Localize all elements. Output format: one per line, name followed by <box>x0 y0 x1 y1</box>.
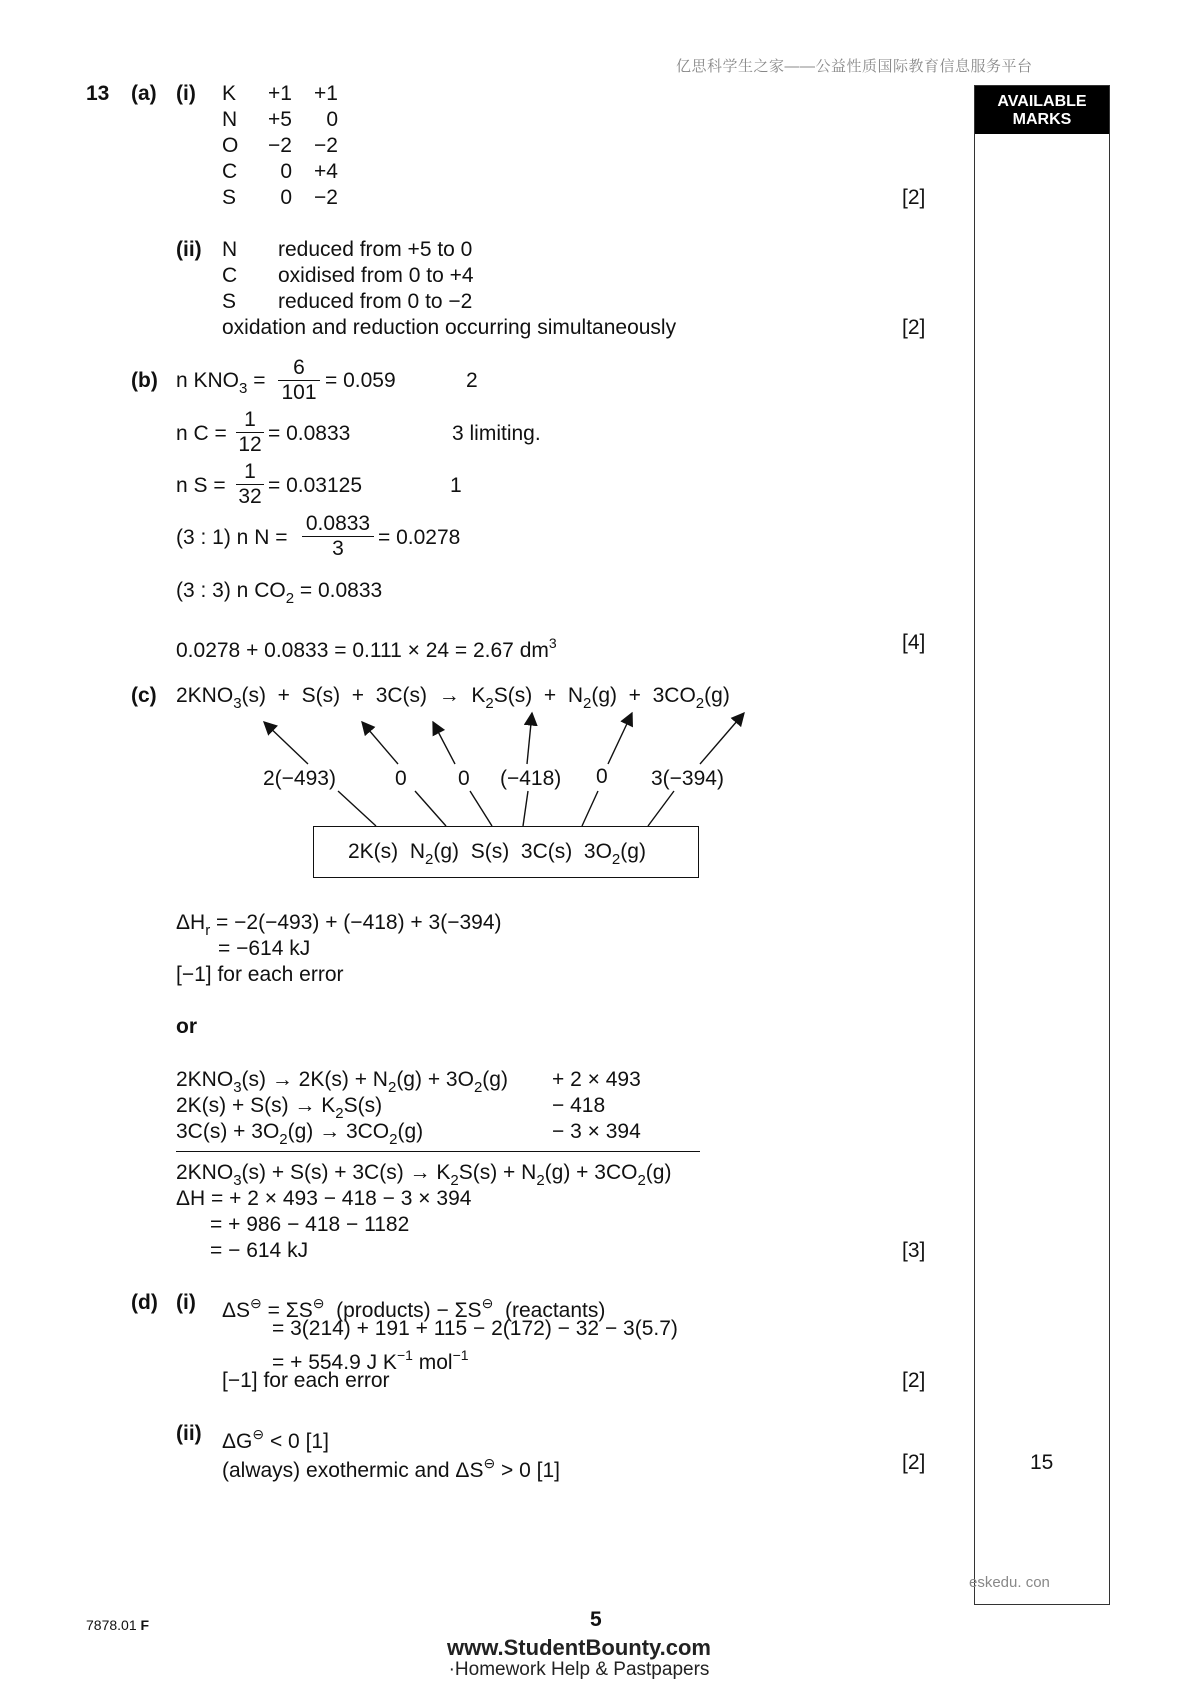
gibbs-line-1: ΔG⊖ < 0 [1] <box>222 1426 329 1453</box>
kno3-fraction: $\frac{6}{101}$ <box>278 356 320 405</box>
gibbs-line-2: (always) exothermic and ΔS⊖ > 0 [1] <box>222 1455 561 1482</box>
redox-element: C <box>222 264 238 287</box>
alt-equation-1: $2KNO_3(s) \to 2K(s) + N_2(g) + 3O_2(g)$ <box>176 1068 508 1096</box>
redox-element: S <box>222 290 237 313</box>
c-fraction: $\frac{1}{12}$ <box>236 408 264 457</box>
entropy-line-3: = + 554.9 J $K^{-1}$ mol$^{-1}$ <box>272 1347 469 1374</box>
oxidation-after: −2 <box>314 134 338 157</box>
entropy-line-2: = 3(214) + 191 + 115 − 2(172) − 32 − 3(5.7) <box>272 1317 678 1340</box>
part-d-i-label: (i) <box>176 1291 196 1314</box>
hess-value-n2: 0 <box>596 765 608 788</box>
part-a-label: (a) <box>131 82 157 105</box>
n-value: = 0.0278 <box>378 526 461 549</box>
marks-d-i: [2] <box>902 1369 926 1392</box>
studentbounty-logo: www.StudentBounty.com ·Homework Help & Pastpapers <box>447 1635 711 1680</box>
overall-equation: $2KNO_3(s) + S(s) + 3C(s) \to K_2S(s) + N_2(g) + 3CO_2(g)$ <box>176 684 730 712</box>
alt-equation-3: $3C(s) + 3O_2(g) \to 3CO_2(g)$ <box>176 1120 424 1148</box>
elements-box-content: 2K(s) $N_2(g)$ S(s) 3C(s) $3O_2(g)$ <box>348 840 646 868</box>
oxidation-before: −2 <box>268 134 292 157</box>
oxidation-element: S <box>222 186 237 209</box>
alternative-label: or <box>176 1015 197 1038</box>
oxidation-after: +1 <box>314 82 338 105</box>
c-ratio: 3 limiting. <box>452 422 541 445</box>
n-s-lhs: n S = <box>176 474 226 497</box>
redox-description: reduced from +5 to 0 <box>278 238 473 261</box>
n-co2-line: (3 : 3) n $CO_2 = 0.0833$ <box>176 579 383 607</box>
alt-value-1: + 2 × 493 <box>552 1068 641 1091</box>
oxidation-after: +4 <box>314 160 338 183</box>
paper-code: 7878.01 F <box>86 1617 150 1633</box>
oxidation-element: O <box>222 134 239 157</box>
oxidation-before: 0 <box>280 160 292 183</box>
hess-value-kno3: 2(−493) <box>263 767 336 790</box>
dh-line-1: $\Delta H_r = -2(-493) + (-418) + 3(-394)$ <box>176 911 502 939</box>
part-a-ii-label: (ii) <box>176 238 202 261</box>
oxidation-element: K <box>222 82 237 105</box>
n-n-lhs: (3 : 1) n N = <box>176 526 288 549</box>
n-kno3-lhs: n $KNO_3$ = <box>176 369 266 397</box>
hess-value-k2s: (−418) <box>500 767 562 790</box>
volume-total: 0.0278 + 0.0833 = 0.111 × 24 = 2.67 $dm^3$ <box>176 635 557 662</box>
part-d-label: (d) <box>131 1291 158 1314</box>
summation-rule <box>176 1151 700 1152</box>
alt-calc-1: ΔH = + 2 × 493 − 418 − 3 × 394 <box>176 1187 472 1210</box>
redox-conclusion: oxidation and reduction occurring simultaneously <box>222 316 677 339</box>
part-d-ii-label: (ii) <box>176 1422 202 1445</box>
kno3-ratio: 2 <box>466 369 478 392</box>
available-marks-label-1: AVAILABLE <box>997 93 1087 110</box>
s-fraction: $\frac{1}{32}$ <box>236 460 264 509</box>
redox-description: oxidised from 0 to +4 <box>278 264 474 287</box>
s-ratio: 1 <box>450 474 462 497</box>
oxidation-after: −2 <box>314 186 338 209</box>
redox-description: reduced from 0 to −2 <box>278 290 473 313</box>
available-marks-label-2: MARKS <box>1012 111 1072 128</box>
part-a-i-label: (i) <box>176 82 196 105</box>
dh-error-note: [−1] for each error <box>176 963 344 986</box>
oxidation-before: +1 <box>268 82 292 105</box>
redox-element: N <box>222 238 238 261</box>
oxidation-before: +5 <box>268 108 292 131</box>
page-number: 5 <box>590 1608 602 1631</box>
alt-overall-equation: $2KNO_3(s) + S(s) + 3C(s) \to K_2S(s) + N_2(g) + 3CO_2(g)$ <box>176 1161 672 1189</box>
hess-value-co2: 3(−394) <box>651 767 724 790</box>
s-value: = 0.03125 <box>268 474 363 497</box>
site-watermark: eskedu. con <box>969 1574 1050 1591</box>
oxidation-after: 0 <box>326 108 338 131</box>
question-number: 13 <box>86 82 110 105</box>
marks-a-ii: [2] <box>902 316 926 339</box>
oxidation-before: 0 <box>280 186 292 209</box>
kno3-value: = 0.059 <box>325 369 396 392</box>
marks-d-ii: [2] <box>902 1451 926 1474</box>
header-watermark: 亿思科学生之家——公益性质国际教育信息服务平台 <box>676 58 1033 75</box>
entropy-line-1: ΔS⊖ = ΣS⊖ (products) − ΣS⊖ (reactants) <box>222 1295 606 1322</box>
part-c-label: (c) <box>131 684 157 707</box>
dh-line-2: = −614 kJ <box>218 937 311 960</box>
oxidation-element: C <box>222 160 238 183</box>
c-value: = 0.0833 <box>268 422 351 445</box>
hess-value-c: 0 <box>458 767 470 790</box>
marks-a-i: [2] <box>902 186 926 209</box>
marks-b: [4] <box>902 631 926 654</box>
part-b-label: (b) <box>131 369 158 392</box>
oxidation-element: N <box>222 108 238 131</box>
available-marks-total: 15 <box>1030 1451 1054 1474</box>
alt-calc-2: = + 986 − 418 − 1182 <box>210 1213 410 1236</box>
hess-value-s: 0 <box>395 767 407 790</box>
alt-calc-3: = − 614 kJ <box>210 1239 309 1262</box>
alt-equation-2: $2K(s) + S(s) \to K_2S(s)$ <box>176 1094 383 1122</box>
marks-c: [3] <box>902 1239 926 1262</box>
alt-value-3: − 3 × 394 <box>552 1120 641 1143</box>
entropy-error-note: [−1] for each error <box>222 1369 390 1392</box>
alt-value-2: − 418 <box>552 1094 606 1117</box>
n-fraction: $\frac{0.0833}{3}$ <box>302 512 374 561</box>
n-c-lhs: n C = <box>176 422 227 445</box>
